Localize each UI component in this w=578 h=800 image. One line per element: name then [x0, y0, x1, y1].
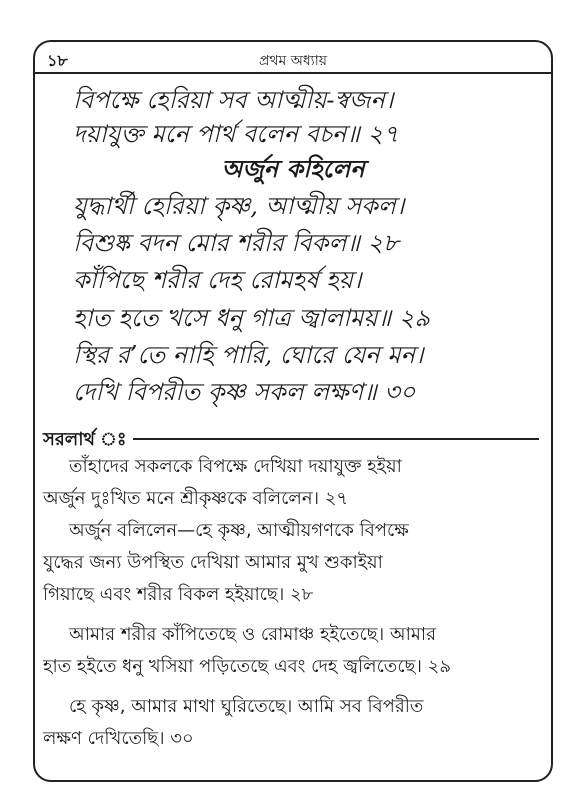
verse-line: হাত হতে খসে ধনু গাত্র জ্বালাময়॥ ২৯ — [73, 304, 430, 332]
meaning-line: আমার শরীর কাঁপিতেছে ও রোমাঞ্চ হইতেছে। আমার — [69, 624, 436, 645]
meaning-line: অর্জুন বলিলেন—হে কৃষ্ণ, আত্মীয়গণকে বিপক্ষে — [69, 520, 409, 541]
meaning-line: তাঁহাদের সকলকে বিপক্ষে দেখিয়া দয়াযুক্ত হইয়া — [69, 456, 402, 477]
verse-heading: অর্জুন কহিলেন — [221, 154, 365, 183]
verse-line: দেখি বিপরীত কৃষ্ণ সকল লক্ষণ॥ ৩০ — [73, 378, 416, 406]
page-header — [35, 42, 551, 74]
verse-line: যুদ্ধার্থী হেরিয়া কৃষ্ণ, আত্মীয় সকল। — [73, 192, 405, 220]
meaning-line: গিয়াছে এবং শরীর বিকল হইয়াছে। ২৮ — [43, 584, 314, 605]
meaning-line: লক্ষণ দেখিতেছি। ৩০ — [43, 728, 194, 749]
verse-line: কাঁপিছে শরীর দেহ রোমহর্ষ হয়। — [73, 266, 362, 294]
verse-line: বিশুষ্ক বদন মোর শরীর বিকল॥ ২৮ — [73, 229, 399, 257]
meaning-line: হে কৃষ্ণ, আমার মাথা ঘুরিতেছে। আমি সব বিপরীত — [69, 696, 424, 717]
meaning-line: হাত হইতে ধনু খসিয়া পড়িতেছে এবং দেহ জ্বলিতেছে। ২৯ — [43, 656, 451, 677]
chapter-title: প্রথম অধ্যায় — [258, 53, 328, 69]
meaning-label: সরলার্থ ঃ — [43, 425, 133, 456]
meaning-line: যুদ্ধের জন্য উপস্থিত দেখিয়া আমার মুখ শুকাইয়া — [43, 552, 383, 573]
page-frame — [33, 40, 553, 782]
verse-line: বিপক্ষে হেরিয়া সব আত্মীয়-স্বজন। — [73, 86, 394, 114]
verse-block — [35, 78, 551, 458]
page-number: ১৮ — [47, 51, 68, 70]
meaning-line: অর্জুন দুঃখিত মনে শ্রীকৃষ্ণকে বলিলেন। ২৭ — [43, 488, 349, 509]
verse-line: দয়াযুক্ত মনে পার্থ বলেন বচন॥ ২৭ — [73, 120, 399, 148]
verse-line: স্থির র’তে নাহি পারি, ঘোরে যেন মন। — [73, 341, 424, 369]
